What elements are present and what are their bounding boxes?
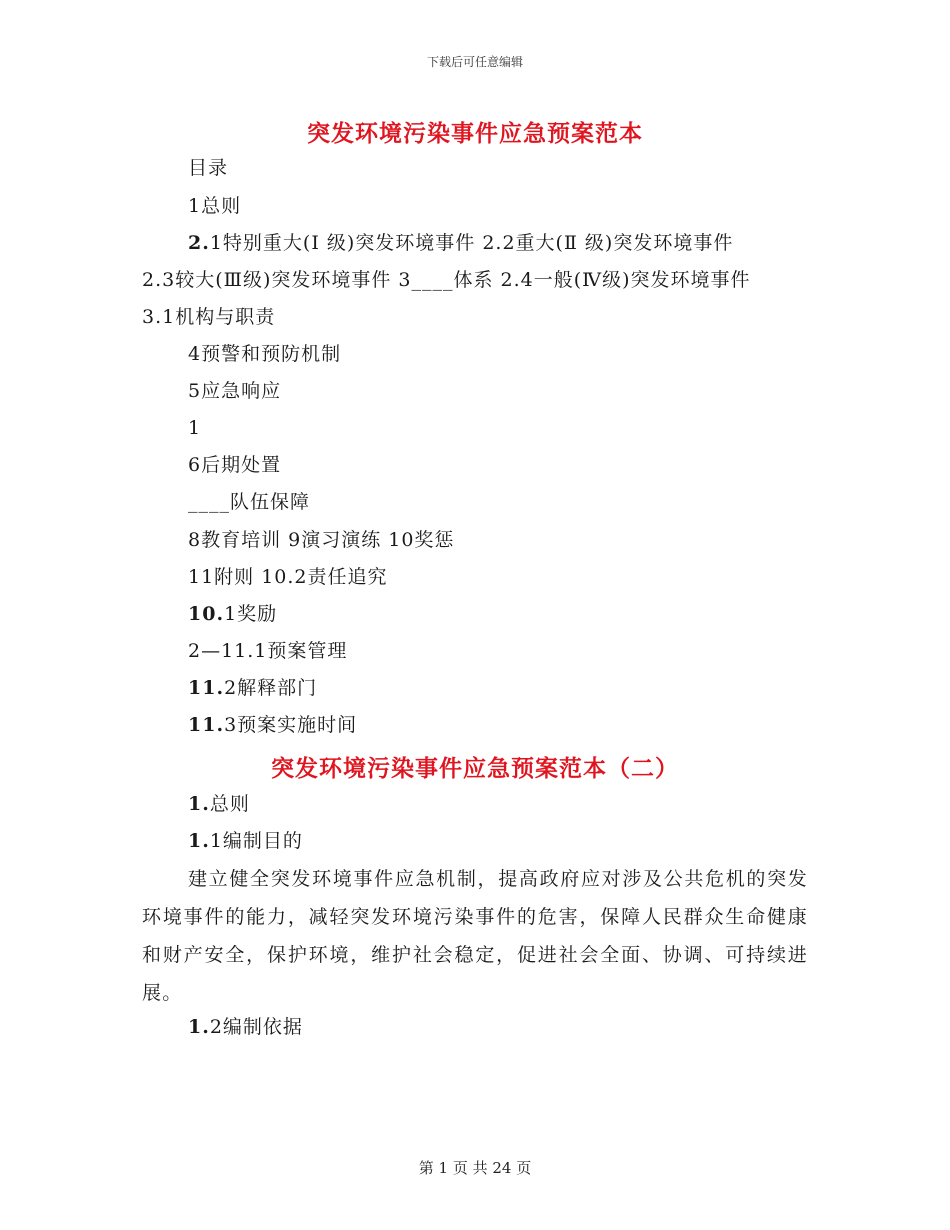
toc-line: 11附则 10.2责任追究 [188,566,388,588]
subsection-heading: 1.1编制目的 [188,830,303,852]
toc-line: 11.2解释部门 [188,677,318,699]
body-paragraph: 建立健全突发环境事件应急机制，提高政府应对涉及公共危机的突发环境事件的能力，减轻突发环境污染事件的危害，保障人民群众生命健康和财产安全，保护环境，维护社会稳定，促进社会全面、协调、可持续进展。 [142,868,808,1004]
toc-line: 2—11.1预案管理 [188,640,348,662]
page-number: 第 1 页 共 24 页 [418,1159,532,1177]
document-title: 突发环境污染事件应急预案范本 [307,121,643,147]
toc-line: 2.3较大(Ⅲ级)突发环境事件 3____体系 2.4一般(Ⅳ级)突发环境事件 [142,269,751,291]
toc-line: 6后期处置 [188,454,282,476]
toc-line: 3.1机构与职责 [142,306,276,328]
toc-line: 2.1特别重大(Ⅰ 级)突发环境事件 2.2重大(Ⅱ 级)突发环境事件 [188,232,734,254]
toc-line: 1总则 [188,195,242,217]
toc-line: 4预警和预防机制 [188,343,342,365]
toc-line: ____队伍保障 [188,491,311,513]
section-heading: 1.总则 [188,793,250,815]
page-header-note: 下载后可任意编辑 [426,55,523,69]
toc-line: 5应急响应 [188,380,282,402]
toc-line: 8教育培训 9演习演练 10奖惩 [188,529,455,551]
toc-line: 10.1奖励 [188,603,278,625]
toc-line: 11.3预案实施时间 [188,714,358,736]
toc-heading: 目录 [188,157,229,179]
toc-line: 1 [188,417,202,439]
section-title: 突发环境污染事件应急预案范本（二） [271,756,679,782]
subsection-heading: 1.2编制依据 [188,1016,303,1038]
